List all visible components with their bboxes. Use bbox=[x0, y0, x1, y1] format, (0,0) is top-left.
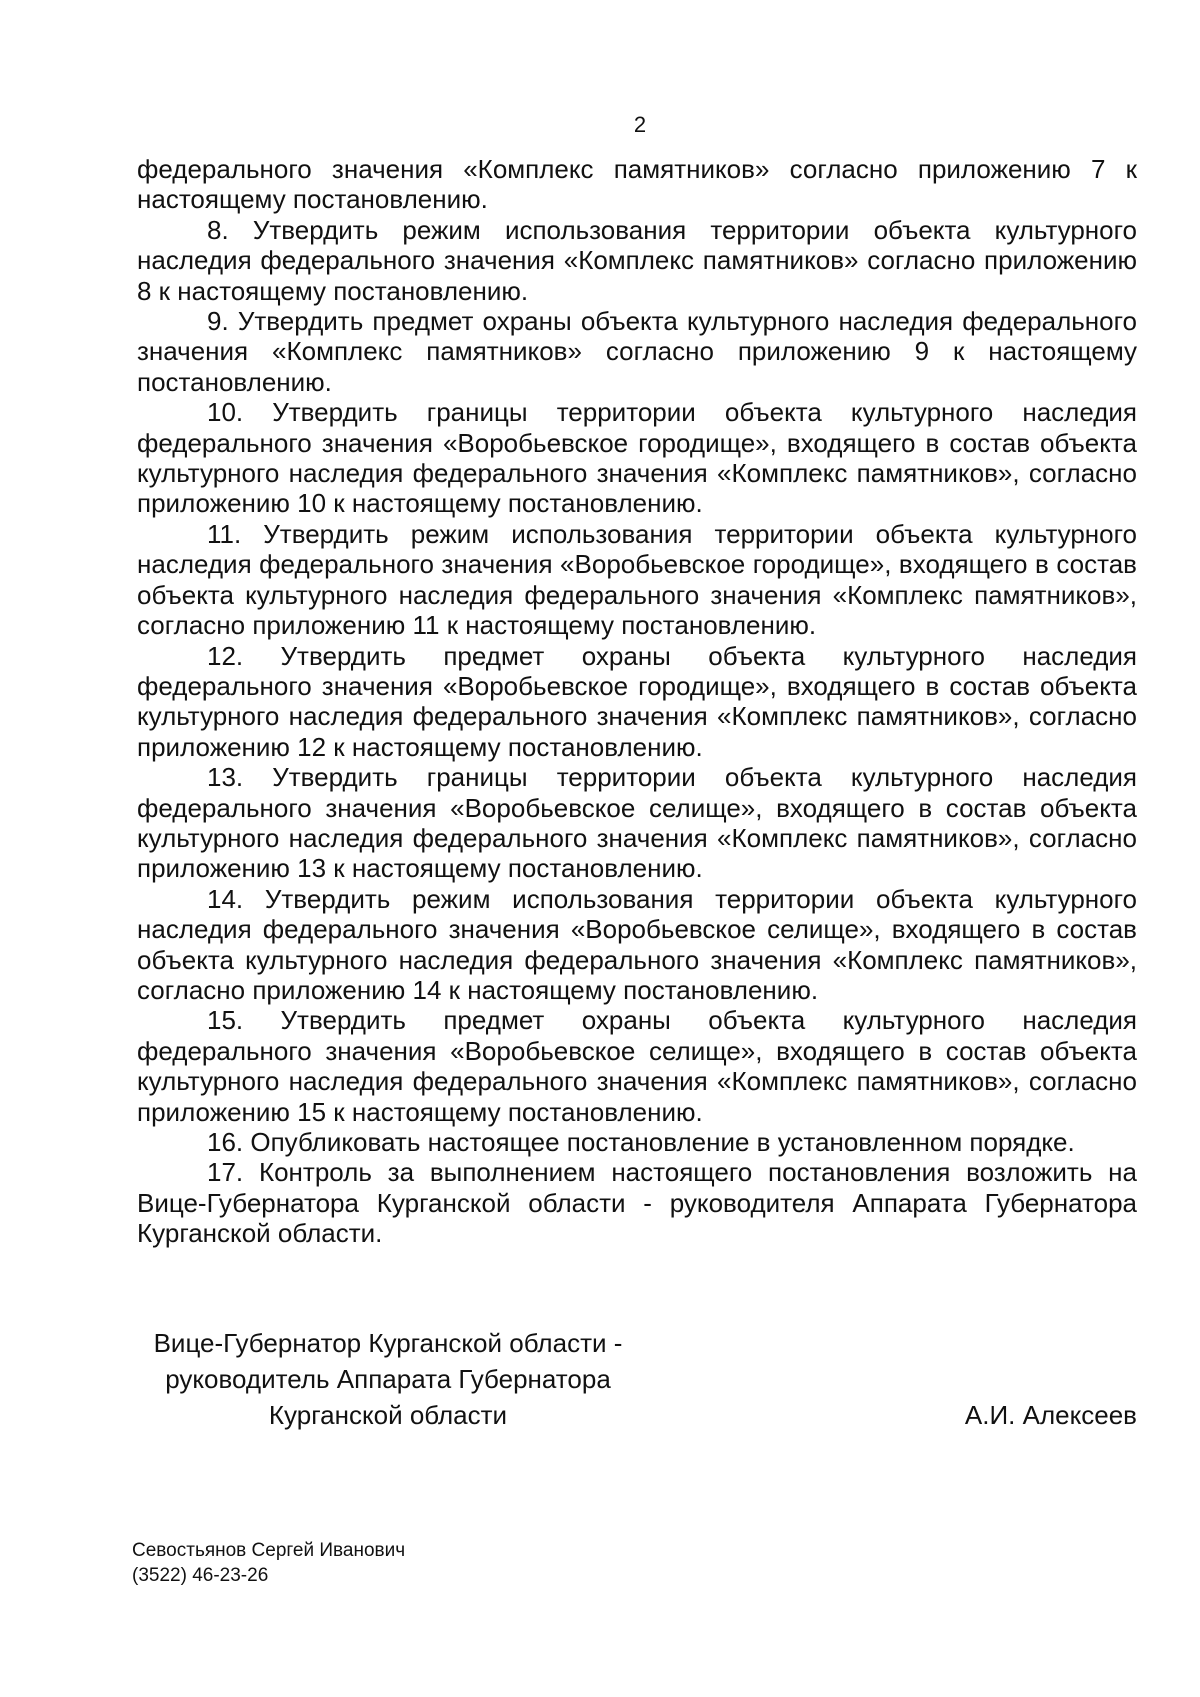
signatory-name: А.И. Алексеев bbox=[964, 1400, 1137, 1430]
paragraph: 15. Утвердить предмет охраны объекта культурного наследия федерального значения «Воробьевское селище», входящего в состав объекта культурного наследия федерального значения «Комплекс памятников», согласно приложению 15 к настоящему постановлению. bbox=[137, 1005, 1137, 1127]
page-number: 2 bbox=[633, 112, 647, 137]
paragraph: федерального значения «Комплекс памятников» согласно приложению 7 к настоящему постановлению. bbox=[137, 154, 1137, 215]
document-body bbox=[137, 154, 1137, 1249]
paragraph: 12. Утвердить предмет охраны объекта культурного наследия федерального значения «Воробьевское городище», входящего в состав объекта культурного наследия федерального значения «Комплекс памятников», согласно приложению 12 к настоящему постановлению. bbox=[137, 640, 1137, 762]
paragraph: 8. Утвердить режим использования территории объекта культурного наследия федерального значения «Комплекс памятников» согласно приложению 8 к настоящему постановлению. bbox=[137, 214, 1137, 306]
paragraph: 16. Опубликовать настоящее постановление в установленном порядке. bbox=[207, 1127, 1075, 1157]
signatory-position-line: Вице-Губернатор Курганской области - bbox=[153, 1328, 623, 1358]
paragraph: 17. Контроль за выполнением настоящего постановления возложить на Вице-Губернатора Курганской области - руководителя Аппарата Губернатора Курганской области. bbox=[137, 1157, 1137, 1249]
paragraph: 14. Утвердить режим использования территории объекта культурного наследия федерального значения «Воробьевское селище», входящего в состав объекта культурного наследия федерального значения «Комплекс памятников», согласно приложению 14 к настоящему постановлению. bbox=[137, 883, 1137, 1005]
paragraph: 11. Утвердить режим использования территории объекта культурного наследия федерального значения «Воробьевское городище», входящего в состав объекта культурного наследия федерального значения «Комплекс памятников», согласно приложению 11 к настоящему постановлению. bbox=[137, 518, 1137, 641]
signatory-position-line: Курганской области bbox=[268, 1400, 508, 1430]
signatory-position bbox=[128, 1325, 648, 1433]
paragraph: 13. Утвердить границы территории объекта культурного наследия федерального значения «Воробьевское селище», входящего в состав объекта культурного наследия федерального значения «Комплекс памятников», согласно приложению 13 к настоящему постановлению. bbox=[137, 762, 1137, 884]
signatory-position-line: руководитель Аппарата Губернатора bbox=[165, 1364, 611, 1394]
executor-phone: (3522) 46-23-26 bbox=[132, 1565, 269, 1586]
executor-contact bbox=[132, 1538, 405, 1588]
executor-name: Севостьянов Сергей Иванович bbox=[132, 1540, 406, 1561]
paragraph: 10. Утвердить границы территории объекта культурного наследия федерального значения «Воробьевское городище», входящего в состав объекта культурного наследия федерального значения «Комплекс памятников», согласно приложению 10 к настоящему постановлению. bbox=[137, 397, 1137, 519]
paragraph: 9. Утвердить предмет охраны объекта культурного наследия федерального значения «Комплекс памятников» согласно приложению 9 к настоящему постановлению. bbox=[137, 306, 1137, 397]
